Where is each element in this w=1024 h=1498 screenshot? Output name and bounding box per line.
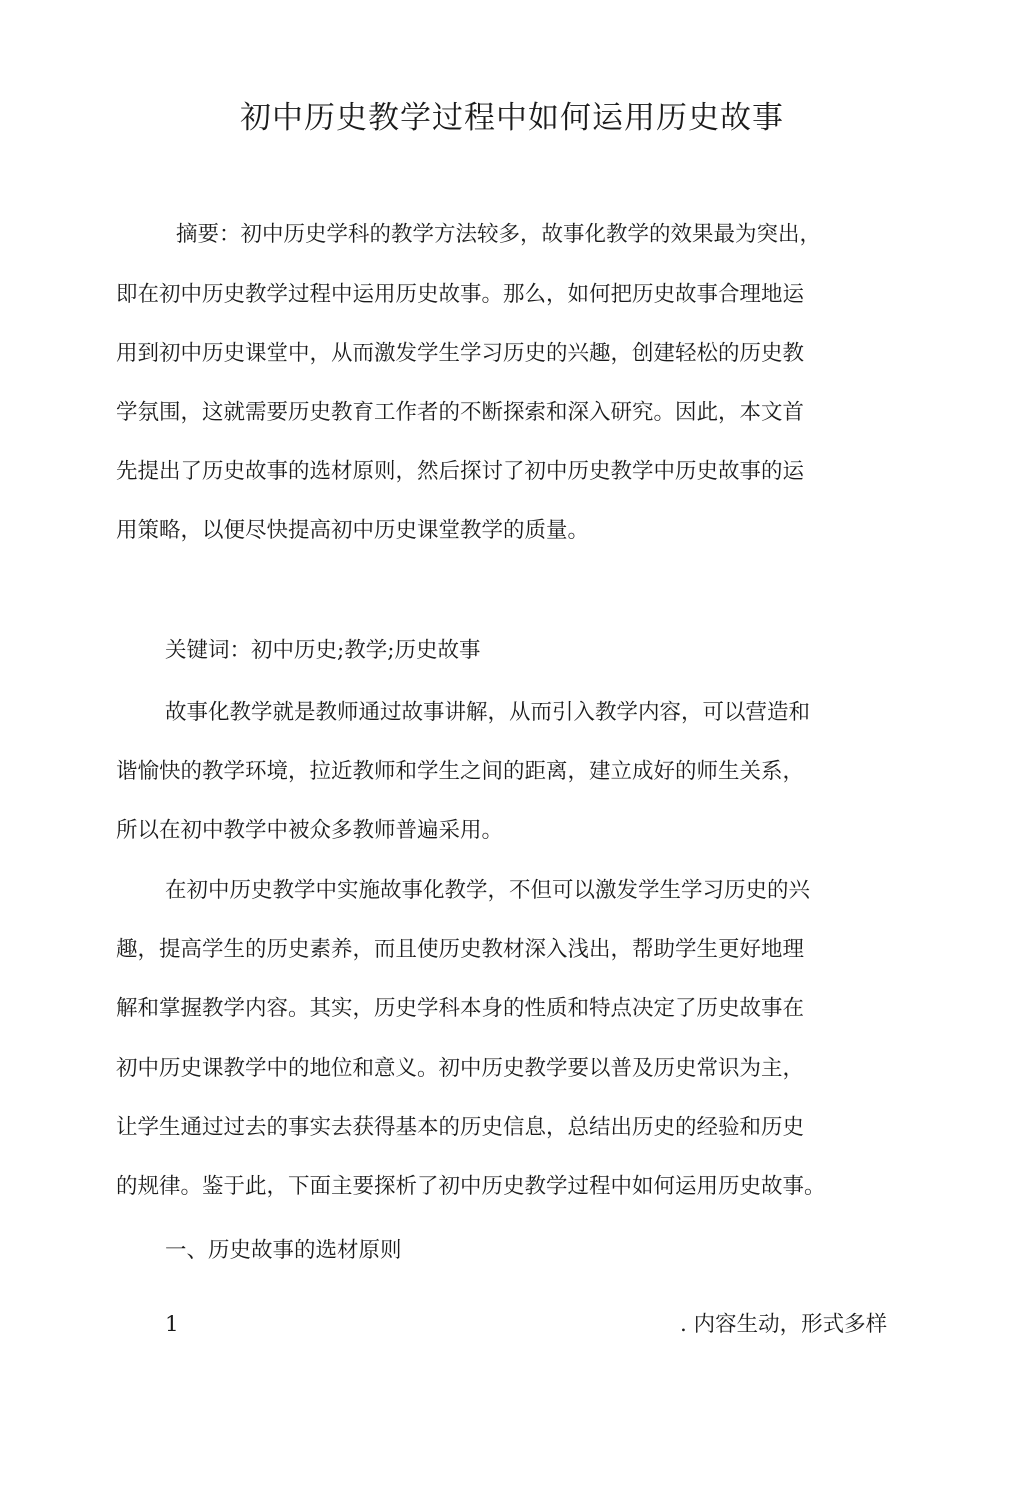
paragraph-line: 让学生通过过去的事实去获得基本的历史信息，总结出历史的经验和历史: [116, 1115, 805, 1140]
paragraph-line: 故事化教学就是教师通过故事讲解，从而引入教学内容，可以营造和: [165, 700, 811, 725]
abstract-line: 先提出了历史故事的选材原则，然后探讨了初中历史教学中历史故事的运: [116, 459, 805, 484]
paragraph-line: 的规律。鉴于此，下面主要探析了初中历史教学过程中如何运用历史故事。: [116, 1174, 826, 1199]
paragraph-line: 解和掌握教学内容。其实，历史学科本身的性质和特点决定了历史故事在: [116, 996, 805, 1021]
abstract-line: 摘要：初中历史学科的教学方法较多，故事化教学的效果最为突出，: [176, 222, 822, 247]
paragraph-line: 谐愉快的教学环境，拉近教师和学生之间的距离，建立成好的师生关系，: [116, 759, 805, 784]
document-title: 初中历史教学过程中如何运用历史故事: [240, 100, 784, 136]
abstract-line: 用到初中历史课堂中，从而激发学生学习历史的兴趣，创建轻松的历史教: [116, 341, 805, 366]
paragraph-line: 在初中历史教学中实施故事化教学，不但可以激发学生学习历史的兴: [165, 878, 811, 903]
section-heading: 一、历史故事的选材原则: [165, 1238, 402, 1263]
abstract-line: 用策略，以便尽快提高初中历史课堂教学的质量。: [116, 518, 590, 543]
paragraph-line: 初中历史课教学中的地位和意义。初中历史教学要以普及历史常识为主，: [116, 1056, 805, 1081]
subsection-title: . 内容生动，形式多样: [680, 1312, 888, 1337]
paragraph-line: 趣，提高学生的历史素养，而且使历史教材深入浅出，帮助学生更好地理: [116, 937, 805, 962]
abstract-line: 学氛围，这就需要历史教育工作者的不断探索和深入研究。因此，本文首: [116, 400, 805, 425]
paragraph-line: 所以在初中教学中被众多教师普遍采用。: [116, 818, 504, 843]
abstract-line: 即在初中历史教学过程中运用历史故事。那么，如何把历史故事合理地运: [116, 282, 805, 307]
subsection-number: 1: [165, 1312, 179, 1337]
keywords: 关键词：初中历史;教学;历史故事: [165, 638, 481, 663]
